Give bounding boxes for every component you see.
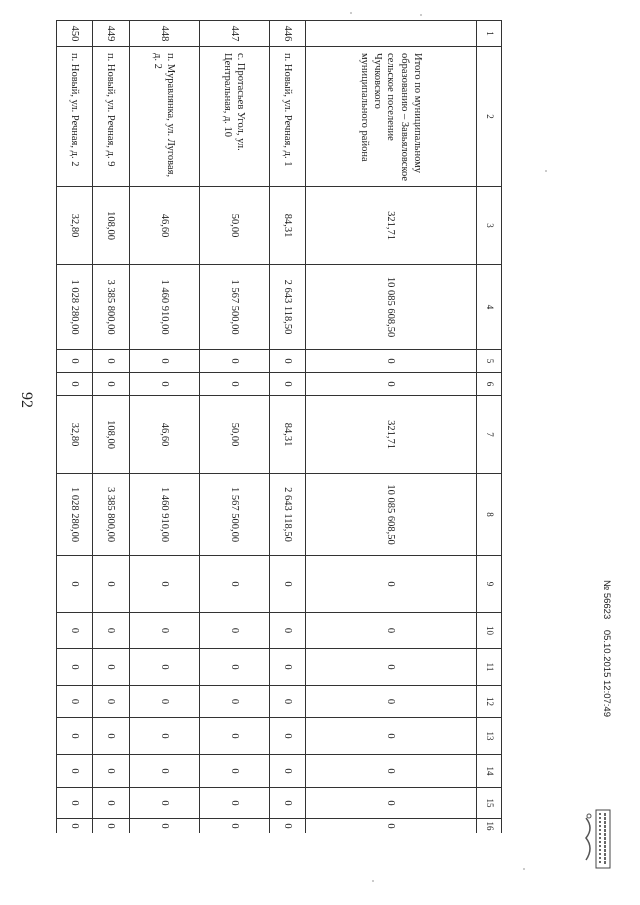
value-cell: 0 bbox=[305, 819, 476, 834]
column-header: 12 bbox=[477, 686, 502, 718]
value-cell: 3 385 800,00 bbox=[93, 474, 129, 556]
value-cell: 0 bbox=[129, 686, 199, 718]
value-cell: 0 bbox=[305, 755, 476, 788]
value-cell: 0 bbox=[269, 788, 305, 819]
value-cell: 0 bbox=[57, 755, 93, 788]
value-cell: 46,60 bbox=[129, 396, 199, 474]
value-cell: 0 bbox=[305, 686, 476, 718]
column-header: 11 bbox=[477, 649, 502, 686]
value-cell: 10 085 608,50 bbox=[305, 474, 476, 556]
value-cell: 0 bbox=[305, 556, 476, 613]
data-table bbox=[56, 20, 502, 833]
value-cell: 3 385 800,00 bbox=[93, 265, 129, 350]
value-cell: 0 bbox=[269, 613, 305, 649]
value-cell: 0 bbox=[199, 819, 269, 834]
value-cell: 0 bbox=[305, 718, 476, 755]
value-cell: 0 bbox=[129, 819, 199, 834]
column-header: 6 bbox=[477, 373, 502, 396]
value-cell: 2 643 118,50 bbox=[269, 265, 305, 350]
address-cell: п. Муравлянка, ул. Луговая, д. 2 bbox=[129, 47, 199, 187]
value-cell: 0 bbox=[93, 755, 129, 788]
value-cell: 0 bbox=[57, 788, 93, 819]
row-number-cell bbox=[305, 21, 476, 47]
column-header-row bbox=[477, 21, 502, 834]
value-cell: 0 bbox=[269, 350, 305, 373]
value-cell: 0 bbox=[93, 788, 129, 819]
value-cell: 0 bbox=[57, 350, 93, 373]
value-cell: 0 bbox=[199, 649, 269, 686]
value-cell: 108,00 bbox=[93, 187, 129, 265]
value-cell: 0 bbox=[57, 613, 93, 649]
value-cell: 321,71 bbox=[305, 187, 476, 265]
table-row bbox=[93, 21, 129, 834]
value-cell: 0 bbox=[57, 556, 93, 613]
table-row bbox=[129, 21, 199, 834]
value-cell: 0 bbox=[93, 819, 129, 834]
scan-speck bbox=[545, 170, 547, 172]
value-cell: 10 085 608,50 bbox=[305, 265, 476, 350]
value-cell: 0 bbox=[129, 788, 199, 819]
value-cell: 84,31 bbox=[269, 396, 305, 474]
value-cell: 0 bbox=[57, 649, 93, 686]
value-cell: 0 bbox=[129, 350, 199, 373]
value-cell: 0 bbox=[305, 350, 476, 373]
value-cell: 1 028 280,00 bbox=[57, 474, 93, 556]
value-cell: 32,80 bbox=[57, 187, 93, 265]
table-container bbox=[56, 20, 502, 833]
value-cell: 0 bbox=[93, 373, 129, 396]
address-cell: п. Новый, ул. Речная, д. 1 bbox=[269, 47, 305, 187]
value-cell: 0 bbox=[305, 649, 476, 686]
address-cell: п. Новый, ул. Речная, д. 9 bbox=[93, 47, 129, 187]
value-cell: 0 bbox=[199, 350, 269, 373]
scan-speck bbox=[350, 12, 352, 14]
row-number-cell: 448 bbox=[129, 21, 199, 47]
value-cell: 0 bbox=[269, 649, 305, 686]
value-cell: 0 bbox=[269, 718, 305, 755]
page-number: 92 bbox=[18, 392, 35, 408]
column-header: 7 bbox=[477, 396, 502, 474]
column-header: 9 bbox=[477, 556, 502, 613]
scan-speck bbox=[372, 880, 374, 882]
table-row bbox=[57, 21, 93, 834]
table-row-total bbox=[305, 21, 476, 834]
value-cell: 0 bbox=[93, 613, 129, 649]
value-cell: 0 bbox=[93, 649, 129, 686]
value-cell: 0 bbox=[305, 788, 476, 819]
address-cell: п. Новый, ул. Речная, д. 2 bbox=[57, 47, 93, 187]
column-header: 5 bbox=[477, 350, 502, 373]
value-cell: 1 567 500,00 bbox=[199, 265, 269, 350]
address-cell: с. Протасьев Угол, ул. Центральная, д. 10 bbox=[199, 47, 269, 187]
value-cell: 0 bbox=[199, 686, 269, 718]
seal-stamp-icon bbox=[580, 808, 616, 870]
value-cell: 0 bbox=[199, 556, 269, 613]
value-cell: 0 bbox=[93, 350, 129, 373]
value-cell: 0 bbox=[129, 755, 199, 788]
value-cell: 0 bbox=[269, 686, 305, 718]
value-cell: 1 460 910,00 bbox=[129, 265, 199, 350]
value-cell: 0 bbox=[199, 613, 269, 649]
value-cell: 0 bbox=[93, 718, 129, 755]
value-cell: 0 bbox=[199, 788, 269, 819]
scan-speck bbox=[523, 868, 525, 870]
value-cell: 0 bbox=[129, 718, 199, 755]
document-footer bbox=[588, 580, 628, 820]
value-cell: 0 bbox=[93, 556, 129, 613]
address-cell: Итого по муниципальному образованию – Завьяловское сельское поселение Чучковского муниципального района bbox=[305, 47, 476, 187]
value-cell: 0 bbox=[129, 556, 199, 613]
column-header: 10 bbox=[477, 613, 502, 649]
column-header: 13 bbox=[477, 718, 502, 755]
value-cell: 0 bbox=[199, 755, 269, 788]
column-header: 3 bbox=[477, 187, 502, 265]
value-cell: 84,31 bbox=[269, 187, 305, 265]
value-cell: 0 bbox=[57, 819, 93, 834]
value-cell: 0 bbox=[269, 819, 305, 834]
value-cell: 0 bbox=[57, 373, 93, 396]
value-cell: 1 567 500,00 bbox=[199, 474, 269, 556]
value-cell: 0 bbox=[93, 686, 129, 718]
row-number-cell: 446 bbox=[269, 21, 305, 47]
column-header: 14 bbox=[477, 755, 502, 788]
row-number-cell: 450 bbox=[57, 21, 93, 47]
value-cell: 0 bbox=[269, 755, 305, 788]
table-row bbox=[269, 21, 305, 834]
column-header: 16 bbox=[477, 819, 502, 834]
value-cell: 0 bbox=[269, 373, 305, 396]
value-cell: 321,71 bbox=[305, 396, 476, 474]
timestamp: 05.10.2015 12:07:49 bbox=[601, 629, 612, 717]
document-number: № 56623 bbox=[601, 580, 612, 620]
value-cell: 50,00 bbox=[199, 187, 269, 265]
value-cell: 0 bbox=[269, 556, 305, 613]
value-cell: 50,00 bbox=[199, 396, 269, 474]
value-cell: 0 bbox=[305, 373, 476, 396]
value-cell: 108,00 bbox=[93, 396, 129, 474]
value-cell: 2 643 118,50 bbox=[269, 474, 305, 556]
value-cell: 0 bbox=[129, 649, 199, 686]
column-header: 15 bbox=[477, 788, 502, 819]
value-cell: 0 bbox=[129, 373, 199, 396]
column-header: 2 bbox=[477, 47, 502, 187]
table-row bbox=[199, 21, 269, 834]
value-cell: 0 bbox=[129, 613, 199, 649]
value-cell: 32,80 bbox=[57, 396, 93, 474]
row-number-cell: 449 bbox=[93, 21, 129, 47]
value-cell: 0 bbox=[57, 718, 93, 755]
value-cell: 1 460 910,00 bbox=[129, 474, 199, 556]
value-cell: 1 028 280,00 bbox=[57, 265, 93, 350]
column-header: 8 bbox=[477, 474, 502, 556]
column-header: 4 bbox=[477, 265, 502, 350]
value-cell: 0 bbox=[57, 686, 93, 718]
row-number-cell: 447 bbox=[199, 21, 269, 47]
value-cell: 0 bbox=[199, 373, 269, 396]
column-header: 1 bbox=[477, 21, 502, 47]
value-cell: 0 bbox=[199, 718, 269, 755]
scan-speck bbox=[420, 14, 422, 16]
value-cell: 46,60 bbox=[129, 187, 199, 265]
value-cell: 0 bbox=[305, 613, 476, 649]
